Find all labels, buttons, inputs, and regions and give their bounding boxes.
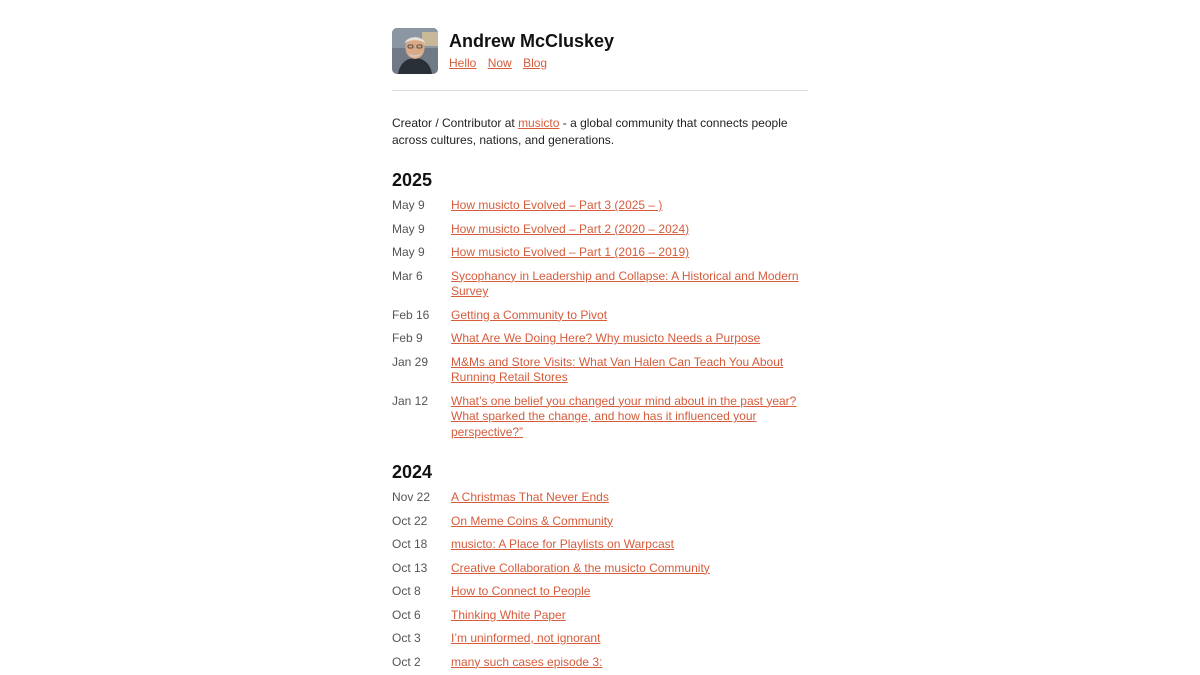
site-header bbox=[392, 28, 808, 91]
post-item bbox=[392, 308, 808, 324]
post-list bbox=[392, 198, 808, 440]
intro-prefix: Creator / Contributor at bbox=[392, 116, 519, 130]
post-date: Oct 3 bbox=[392, 631, 421, 645]
intro-suffix: - a global community that connects people across cultures, nations, and generations. bbox=[392, 116, 788, 147]
post-link[interactable]: How musicto Evolved – Part 3 (2025 – ) bbox=[451, 198, 663, 212]
intro-musicto-link[interactable]: musicto bbox=[518, 116, 560, 130]
avatar bbox=[392, 28, 438, 74]
post-item bbox=[392, 561, 808, 577]
post-link[interactable]: A Christmas That Never Ends bbox=[451, 490, 609, 504]
year-section-2024 bbox=[392, 461, 808, 670]
year-heading: 2025 bbox=[392, 170, 433, 190]
nav-link-now[interactable]: Now bbox=[487, 56, 512, 70]
post-item bbox=[392, 355, 808, 386]
post-link[interactable]: Sycophancy in Leadership and Collapse: A Historical and Modern Survey bbox=[451, 268, 799, 298]
page bbox=[392, 0, 808, 670]
post-link[interactable]: many such cases episode 3: bbox=[451, 654, 603, 669]
post-link[interactable]: Getting a Community to Pivot bbox=[451, 307, 608, 322]
post-link[interactable]: M&Ms and Store Visits: What Van Halen Can Teach You About Running Retail Stores bbox=[451, 354, 784, 384]
site-title: Andrew McCluskey bbox=[449, 31, 615, 51]
post-item bbox=[392, 269, 808, 300]
post-link[interactable]: What Are We Doing Here? Why musicto Needs a Purpose bbox=[451, 331, 761, 345]
post-item bbox=[392, 537, 808, 553]
post-item bbox=[392, 394, 808, 441]
post-date: Oct 13 bbox=[392, 560, 428, 575]
post-link[interactable]: I’m uninformed, not ignorant bbox=[451, 631, 601, 645]
post-item bbox=[392, 331, 808, 347]
post-item bbox=[392, 631, 808, 647]
post-date: May 9 bbox=[392, 221, 425, 236]
post-date: Oct 6 bbox=[392, 607, 421, 622]
post-item bbox=[392, 608, 808, 624]
post-link[interactable]: musicto: A Place for Playlists on Warpcast bbox=[451, 537, 674, 551]
post-date: Feb 16 bbox=[392, 307, 430, 322]
main-nav bbox=[449, 56, 614, 70]
post-link[interactable]: Thinking White Paper bbox=[451, 607, 566, 622]
post-item bbox=[392, 514, 808, 530]
post-link[interactable]: On Meme Coins & Community bbox=[451, 513, 614, 528]
post-link[interactable]: How musicto Evolved – Part 1 (2016 – 2019) bbox=[451, 245, 690, 259]
post-date: Mar 6 bbox=[392, 268, 423, 283]
post-link[interactable]: How musicto Evolved – Part 2 (2020 – 2024) bbox=[451, 221, 690, 236]
nav-link-blog[interactable]: Blog bbox=[523, 56, 548, 70]
header-text bbox=[449, 28, 614, 70]
post-date: Feb 9 bbox=[392, 331, 423, 345]
post-date: May 9 bbox=[392, 198, 425, 212]
post-link[interactable]: What’s one belief you changed your mind about in the past year? What sparked the change, and how has it influenced your perspective?” bbox=[451, 393, 797, 439]
post-item bbox=[392, 245, 808, 261]
post-date: Oct 22 bbox=[392, 513, 428, 528]
intro-text bbox=[392, 115, 808, 148]
post-item bbox=[392, 490, 808, 506]
nav-link-hello[interactable]: Hello bbox=[449, 56, 477, 70]
post-item bbox=[392, 655, 808, 671]
post-link[interactable]: How to Connect to People bbox=[451, 584, 591, 598]
post-date: Oct 2 bbox=[392, 654, 421, 669]
year-section-2025 bbox=[392, 169, 808, 440]
post-date: Jan 12 bbox=[392, 393, 429, 408]
avatar-photo-icon bbox=[392, 28, 438, 74]
post-item bbox=[392, 222, 808, 238]
post-item bbox=[392, 198, 808, 214]
post-date: Jan 29 bbox=[392, 354, 429, 369]
post-date: Nov 22 bbox=[392, 490, 431, 504]
post-date: Oct 18 bbox=[392, 537, 428, 551]
post-item bbox=[392, 584, 808, 600]
year-heading: 2024 bbox=[392, 462, 433, 482]
post-list bbox=[392, 490, 808, 670]
post-date: Oct 8 bbox=[392, 584, 421, 598]
post-link[interactable]: Creative Collaboration & the musicto Community bbox=[451, 560, 710, 575]
post-date: May 9 bbox=[392, 245, 425, 259]
